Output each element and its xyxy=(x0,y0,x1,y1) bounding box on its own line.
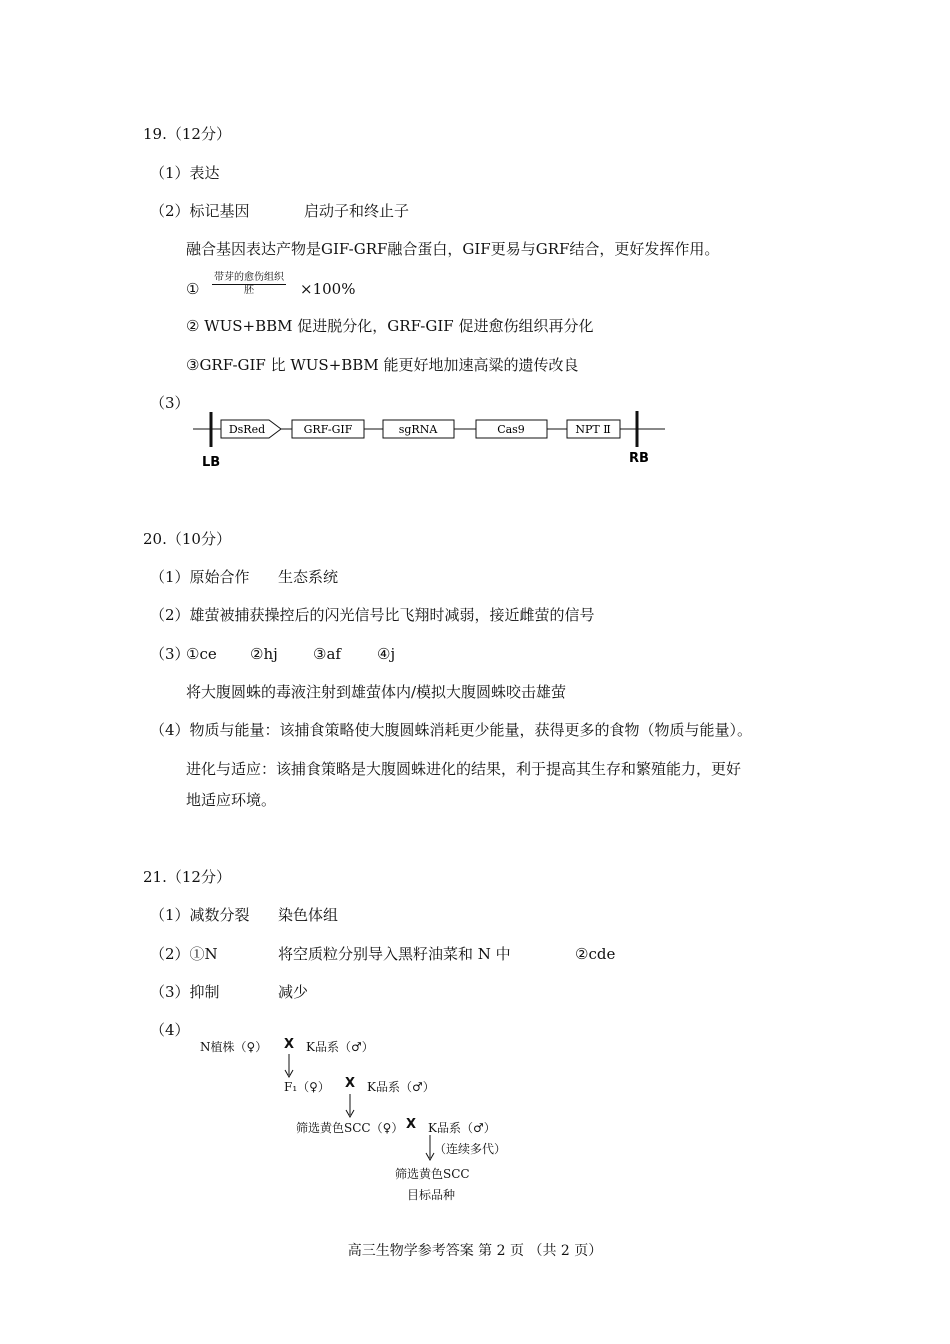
q21-p2-c: ②cde xyxy=(575,945,616,963)
scheme-cross-1: X xyxy=(284,1037,295,1052)
q19-fraction xyxy=(212,272,286,297)
q21-p3-a: （3）抑制 xyxy=(150,983,220,1001)
fraction-denominator: 胚 xyxy=(244,285,254,296)
q19-p2-a: （2）标记基因 xyxy=(150,202,250,220)
grf-gif-label: GRF-GIF xyxy=(303,423,353,436)
q21-p1-b: 染色体组 xyxy=(278,906,339,924)
q19-header: 19.（12分） xyxy=(143,125,231,143)
q21-p4: （4） xyxy=(150,1021,190,1039)
q20-p3-item-4: ④j xyxy=(377,645,396,663)
scheme-row3-right: K品系（♂） xyxy=(428,1121,496,1135)
scheme-cross-3: X xyxy=(406,1117,417,1132)
scheme-row4: 筛选黄色SCC xyxy=(395,1167,470,1181)
fraction-numerator: 带芽的愈伤组织 xyxy=(214,272,284,283)
q19-p2-d-tail: ×100% xyxy=(300,280,356,298)
dsred-label: DsRed xyxy=(228,423,266,436)
nptii-label: NPT Ⅱ xyxy=(575,423,611,436)
q19-p2-e: ② WUS+BBM 促进脱分化，GRF-GIF 促进愈伤组织再分化 xyxy=(186,317,594,335)
vector-diagram xyxy=(185,404,675,474)
q20-p1-a: （1）原始合作 xyxy=(150,568,250,586)
sgrna-label: sgRNA xyxy=(398,423,438,436)
q21-p2-b: 将空质粒分别导入黑籽油菜和 N 中 xyxy=(278,945,511,963)
scheme-row2-right: K品系（♂） xyxy=(367,1080,435,1094)
q19-p2-d-mark: ① xyxy=(186,280,200,298)
q19-p3: （3） xyxy=(150,394,190,412)
cas9-label: Cas9 xyxy=(497,423,525,436)
q20-p3-b: 将大腹圆蛛的毒液注射到雄萤体内/模拟大腹圆蛛咬击雄萤 xyxy=(186,683,567,701)
q21-p2-a: （2）①N xyxy=(150,945,218,963)
q20-p2: （2）雄萤被捕获操控后的闪光信号比飞翔时减弱，接近雌萤的信号 xyxy=(150,606,595,624)
rb-label: RB xyxy=(629,451,649,466)
q20-p4-a: （4）物质与能量：该捕食策略使大腹圆蛛消耗更少能量，获得更多的食物（物质与能量）。 xyxy=(150,721,753,739)
q21-p1-a: （1）减数分裂 xyxy=(150,906,250,924)
scheme-row2-left: F₁（♀） xyxy=(284,1080,330,1094)
q20-p4-b: 进化与适应：该捕食策略是大腹圆蛛进化的结果，利于提高其生存和繁殖能力，更好 xyxy=(186,760,742,778)
lb-label: LB xyxy=(202,455,221,470)
scheme-cross-2: X xyxy=(345,1076,356,1091)
q20-header: 20.（10分） xyxy=(143,530,231,548)
q20-p1-b: 生态系统 xyxy=(278,568,339,586)
scheme-row3-left: 筛选黄色SCC（♀） xyxy=(296,1121,404,1135)
q19-p2-f: ③GRF-GIF 比 WUS+BBM 能更好地加速高粱的遗传改良 xyxy=(186,356,579,374)
q19-p1: （1）表达 xyxy=(150,164,220,182)
scheme-row1-left: N植株（♀） xyxy=(200,1040,268,1054)
scheme-arrow-2 xyxy=(343,1093,357,1119)
q20-p3-item-2: ②hj xyxy=(250,645,278,663)
q21-p3-b: 减少 xyxy=(278,983,309,1001)
scheme-note: （连续多代） xyxy=(434,1142,507,1156)
scheme-row5: 目标品种 xyxy=(407,1188,456,1202)
scheme-arrow-1 xyxy=(282,1053,296,1079)
q20-p3-item-3: ③af xyxy=(313,645,341,663)
q19-p2-c: 融合基因表达产物是GIF-GRF融合蛋白，GIF更易与GRF结合，更好发挥作用。 xyxy=(186,240,720,258)
page-footer: 高三生物学参考答案 第 2 页 （共 2 页） xyxy=(347,1243,603,1259)
q20-p4-c: 地适应环境。 xyxy=(186,791,277,809)
scheme-row1-right: K品系（♂） xyxy=(306,1040,374,1054)
q20-p3-item-1: ①ce xyxy=(186,645,217,663)
q19-p2-b: 启动子和终止子 xyxy=(304,202,410,220)
q21-header: 21.（12分） xyxy=(143,868,231,886)
q20-p3-label: （3） xyxy=(150,645,190,663)
